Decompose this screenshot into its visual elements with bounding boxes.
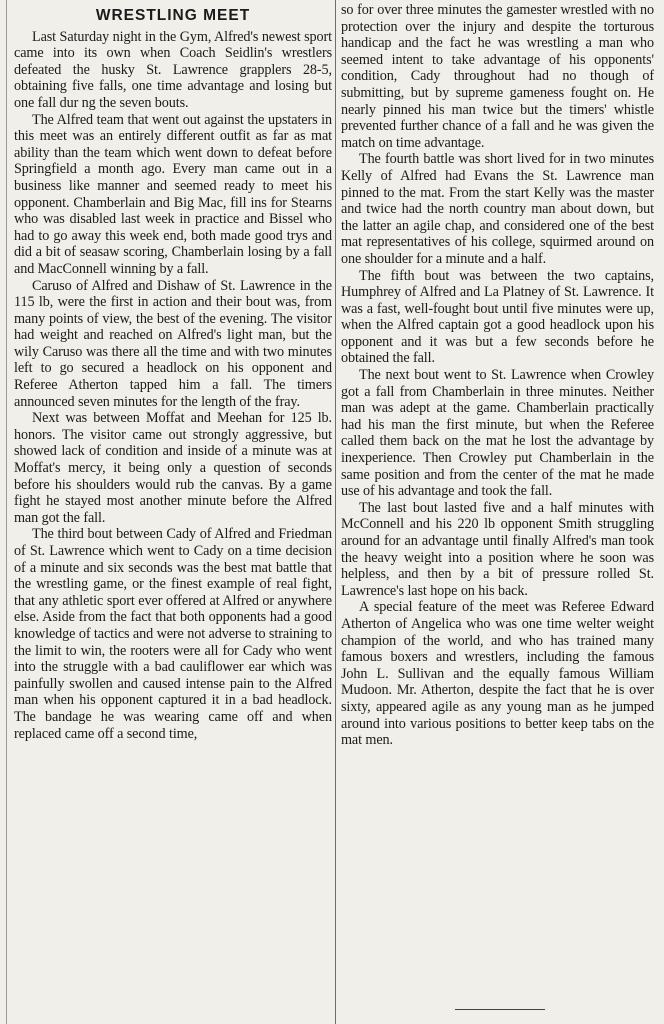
column-divider: [335, 0, 336, 1024]
paragraph: so for over three minutes the gamester wrestled with no protection over the injury and despite the torturous handicap and the fact he was wrestling a man who seemed intent to take advantage of his opponents' condition, Cady throughout had no though of submitting, but by supreme gameness fought on. He nearly pinned his man twice but the timers' whistle prevented further chance of a fall and he was given the match on time advantage.: [341, 2, 654, 151]
paragraph: Last Saturday night in the Gym, Alfred's newest sport came into its own when Coach Seidlin's wrestlers defeated the husky St. Lawrence grapplers 28-5, obtaining five falls, one time advantage and losing but one fall dur ng the seven bouts.: [14, 28, 332, 111]
paragraph: A special feature of the meet was Referee Edward Atherton of Angelica who was one time welter weight champion of the world, and who has trained many famous boxers and wrestlers, including the famous John L. Sullivan and the equally famous William Mudoon. Mr. Atherton, despite the fact that he is over sixty, appeared agile as any young man as he jumped around into various positions to better keep tabs on the mat men.: [341, 599, 654, 749]
end-rule: [455, 1009, 545, 1010]
right-column: [341, 0, 654, 1024]
paragraph: The third bout between Cady of Alfred and Friedman of St. Lawrence which went to Cady on a time decision of a minute and six seconds was the best mat battle that the wrestling game, or the finest example of real fight, that any athletic sport ever offered at Alfred or anywhere else. Aside from the fact that both opponents had a good knowledge of tactics and were not adverse to straining to the limit to win, the rooters were all for Cady who went into the struggle with a bad cauliflower ear which was painfully swollen and caused intense pain to the Alfred man when his opponent captured it in a bad headlock. The bandage he was wearing came off and when replaced came off a second time,: [14, 526, 332, 742]
paragraph: Next was between Moffat and Meehan for 125 lb. honors. The visitor came out strongly aggressive, but showed lack of condition and inside of a minute was at Moffat's mercy, it being only a question of seconds before his shoulders would rub the canvas. By a game fight he stayed most another minute before the Alfred man got the fall.: [14, 410, 332, 526]
paragraph: The Alfred team that went out against the upstaters in this meet was an entirely different outfit as far as mat ability than the team which went down to defeat before Springfield a month ago. Every man came out in a business like manner and seemed ready to meet his opponent. Chamberlain and Big Mac, fill ins for Stearns who was disabled last week in practice and Bissel who had to go away this week end, both made good trys and did a bit of seasaw scoring, Chamberlain losing by a fall and MacConnell winning by a fall.: [14, 111, 332, 277]
left-column: [14, 0, 332, 1024]
left-edge-rule: [6, 0, 7, 1024]
paragraph: The fifth bout was between the two captains, Humphrey of Alfred and La Platney of St. Lawrence. It was a fast, well-fought bout until five minutes were up, when the Alfred captain got a good headlock upon his opponent and it was but a few seconds before he obtained the fall.: [341, 267, 654, 367]
paragraph: The fourth battle was short lived for in two minutes Kelly of Alfred had Evans the St. Lawrence man pinned to the mat. From the start Kelly was the master and twice had the north country man about down, but the latter an agile chap, and considered one of the best mat representatives of his college, squirmed around on one shoulder for a minute and a half.: [341, 151, 654, 267]
paragraph: The last bout lasted five and a half minutes with McConnell and his 220 lb opponent Smith struggling around for an advantage until finally Alfred's man took the heavy weight into a position where he soon was helpless, and then by a bit of pressure rolled St. Lawrence's last hope on his back.: [341, 499, 654, 599]
paragraph: The next bout went to St. Lawrence when Crowley got a fall from Chamberlain in three minutes. Neither man was adept at the game. Chamberlain practically had his man the first minute, but when the Referee called them back on the mat he lost the advantage by inexperience. Then Crowley put Chamberlain in the same position and from the center of the mat he made use of his advantage and took the fall.: [341, 367, 654, 500]
article-headline: WRESTLING MEET: [95, 7, 251, 24]
paragraph: Caruso of Alfred and Dishaw of St. Lawrence in the 115 lb, were the first in action and their bout was, from many points of view, the best of the evening. The visitor had weight and reached on Alfred's light man, but the wily Caruso was there all the time and with two minutes left to go secured a headlock on his opponent and Referee Atherton tapped him a fall. The timers announced seven minutes for the length of the fray.: [14, 277, 332, 410]
